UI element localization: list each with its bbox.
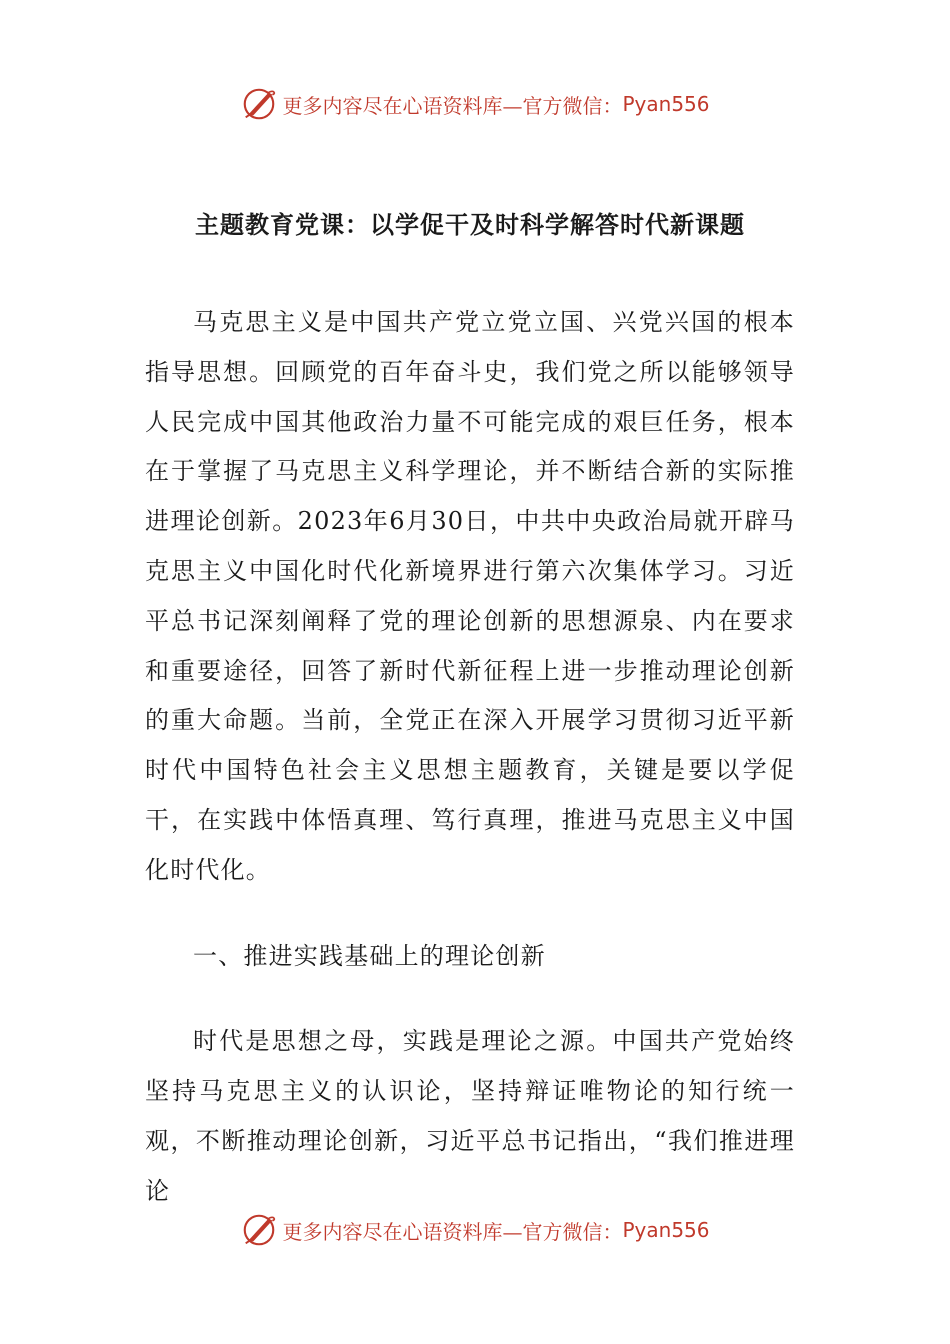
watermark-wechat-id: Pyan556 [622,1218,710,1242]
watermark-text: 更多内容尽在心语资料库—官方微信： [282,93,623,118]
paragraph: 时代是思想之母，实践是理论之源。中国共产党始终坚持马克思主义的认识论，坚持辩证唯物论的知行统一观，不断推动理论创新，习近平总书记指出，“我们推进理论 [145,1027,795,1205]
watermark-wechat-id: Pyan556 [622,92,710,116]
watermark-banner-bottom [0,1208,950,1252]
watermark-banner-top [0,82,950,126]
document-title: 主题教育党课：以学促干及时科学解答时代新课题 [195,211,745,239]
paragraph: 马克思主义是中国共产党立党立国、兴党兴国的根本指导思想。回顾党的百年奋斗史，我们党之所以能够领导人民完成中国其他政治力量不可能完成的艰巨任务，根本在于掌握了马克思主义科学理论，并不断结合新的实际推进理论创新。2023年6月30日，中共中央政治局就开辟马克思主义中国化时代化新境界进行第六次集体学习。习近平总书记深刻阐释了党的理论创新的思想源泉、内在要求和重要途径，回答了新时代新征程上进一步推动理论创新的重大命题。当前，全党正在深入开展学习贯彻习近平新时代中国特色社会主义思想主题教育，关键是要以学促干，在实践中体悟真理、笃行真理，推进马克思主义中国化时代化。 [145,308,795,884]
quill-logo-icon [240,1211,278,1249]
watermark-text: 更多内容尽在心语资料库—官方微信： [282,1219,623,1244]
section-heading: 一、推进实践基础上的理论创新 [193,941,546,970]
quill-logo-icon [240,85,278,123]
document-body [145,205,795,1217]
